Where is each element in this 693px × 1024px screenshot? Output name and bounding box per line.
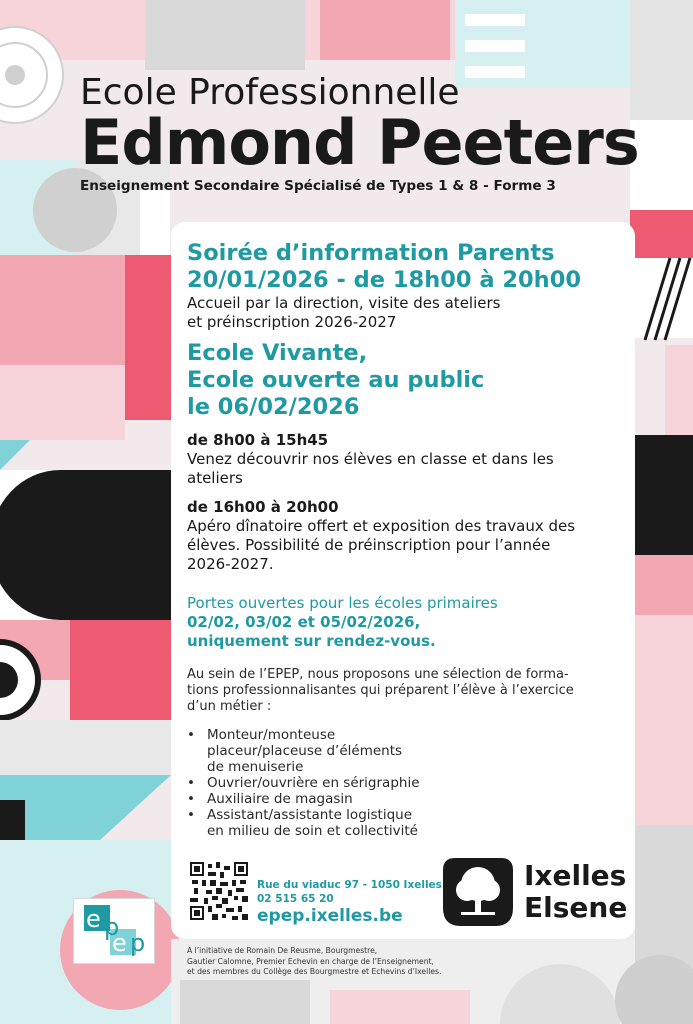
- school-subtitle: Enseignement Secondaire Spécialisé de Types 1 & 8 - Forme 3: [80, 178, 556, 194]
- slot2-line1: Apéro dînatoire offert et exposition des travaux des: [187, 517, 576, 535]
- footer-line1: A l’initiative de Romain De Reusme, Bourgmestre,: [187, 946, 378, 955]
- epep-logo: [73, 898, 155, 964]
- info-card: [171, 222, 635, 939]
- footer-credits: [187, 946, 441, 978]
- commune-name: [524, 860, 627, 924]
- commune-name-fr: Ixelles: [524, 859, 627, 892]
- website-link[interactable]: epep.ixelles.be: [257, 906, 403, 926]
- slot2-line3: 2026-2027.: [187, 555, 274, 573]
- training-item: [187, 775, 621, 791]
- portes-line2: 02/02, 03/02 et 05/02/2026,: [187, 613, 421, 631]
- epep-logo-icon: [74, 899, 154, 963]
- school-name-line2: Edmond Peeters: [80, 106, 639, 179]
- training-text: • Auxiliaire de magasin: [207, 791, 353, 807]
- vivante-title-line1: Ecole Vivante,: [187, 340, 368, 366]
- training-text: • Assistant/assistante logistique: [207, 807, 413, 823]
- phone[interactable]: 02 515 65 20: [257, 893, 334, 905]
- address: Rue du viaduc 97 - 1050 Ixelles: [257, 879, 442, 891]
- training-item: [187, 791, 621, 807]
- intro-text: [187, 667, 621, 715]
- slot2-time: de 16h00 à 20h00: [187, 498, 339, 516]
- training-text: placeur/placeuse d’éléments: [207, 743, 403, 759]
- info-desc-line2: et préinscription 2026-2027: [187, 313, 397, 331]
- svg-text:e: e: [112, 929, 127, 957]
- training-list: [187, 727, 621, 839]
- training-text: • Monteur/monteuse: [207, 727, 336, 743]
- tree-icon: [443, 858, 513, 926]
- slot1-line1: Venez découvrir nos élèves en classe et dans les: [187, 450, 554, 468]
- portes-ouvertes: [187, 594, 621, 651]
- footer-line2: Gautier Calomne, Premier Echevin en charge de l’Enseignement,: [187, 956, 434, 966]
- svg-text:e: e: [86, 905, 101, 933]
- training-text: en milieu de soin et collectivité: [207, 823, 418, 839]
- vivante-title-line2: Ecole ouverte au public: [187, 367, 485, 393]
- intro-line2: tions professionnalisantes qui préparent l’élève à l’exercice: [187, 683, 574, 698]
- intro-line3: d’un métier :: [187, 699, 272, 714]
- info-title-line1: Soirée d’information Parents: [187, 240, 555, 266]
- slot2-line2: élèves. Possibilité de préinscription pour l’année: [187, 536, 551, 554]
- training-item: [187, 807, 621, 839]
- contact-info: [257, 878, 442, 906]
- portes-line1: Portes ouvertes pour les écoles primaires: [187, 594, 498, 612]
- qr-code-icon[interactable]: [190, 862, 248, 920]
- slot1-time: de 8h00 à 15h45: [187, 431, 329, 449]
- info-title-line2: 20/01/2026 - de 18h00 à 20h00: [187, 267, 582, 293]
- footer-line3: et des membres du Collège des Bourgmestre et Echevins d’Ixelles.: [187, 967, 442, 976]
- svg-text:p: p: [104, 913, 120, 941]
- portes-line3: uniquement sur rendez-vous.: [187, 632, 436, 650]
- info-desc-line1: Accueil par la direction, visite des ateliers: [187, 294, 501, 312]
- svg-text:p: p: [130, 929, 146, 957]
- commune-name-nl: Elsene: [524, 891, 628, 924]
- vivante-title-line3: le 06/02/2026: [187, 394, 360, 420]
- intro-line1: Au sein de l’EPEP, nous proposons une sélection de forma-: [187, 667, 569, 682]
- slot1-line2: ateliers: [187, 469, 243, 487]
- training-text: • Ouvrier/ouvrière en sérigraphie: [207, 775, 420, 791]
- training-text: de menuiserie: [207, 759, 304, 775]
- training-item: [187, 727, 621, 775]
- school-name-line1: Ecole Professionnelle: [80, 72, 460, 113]
